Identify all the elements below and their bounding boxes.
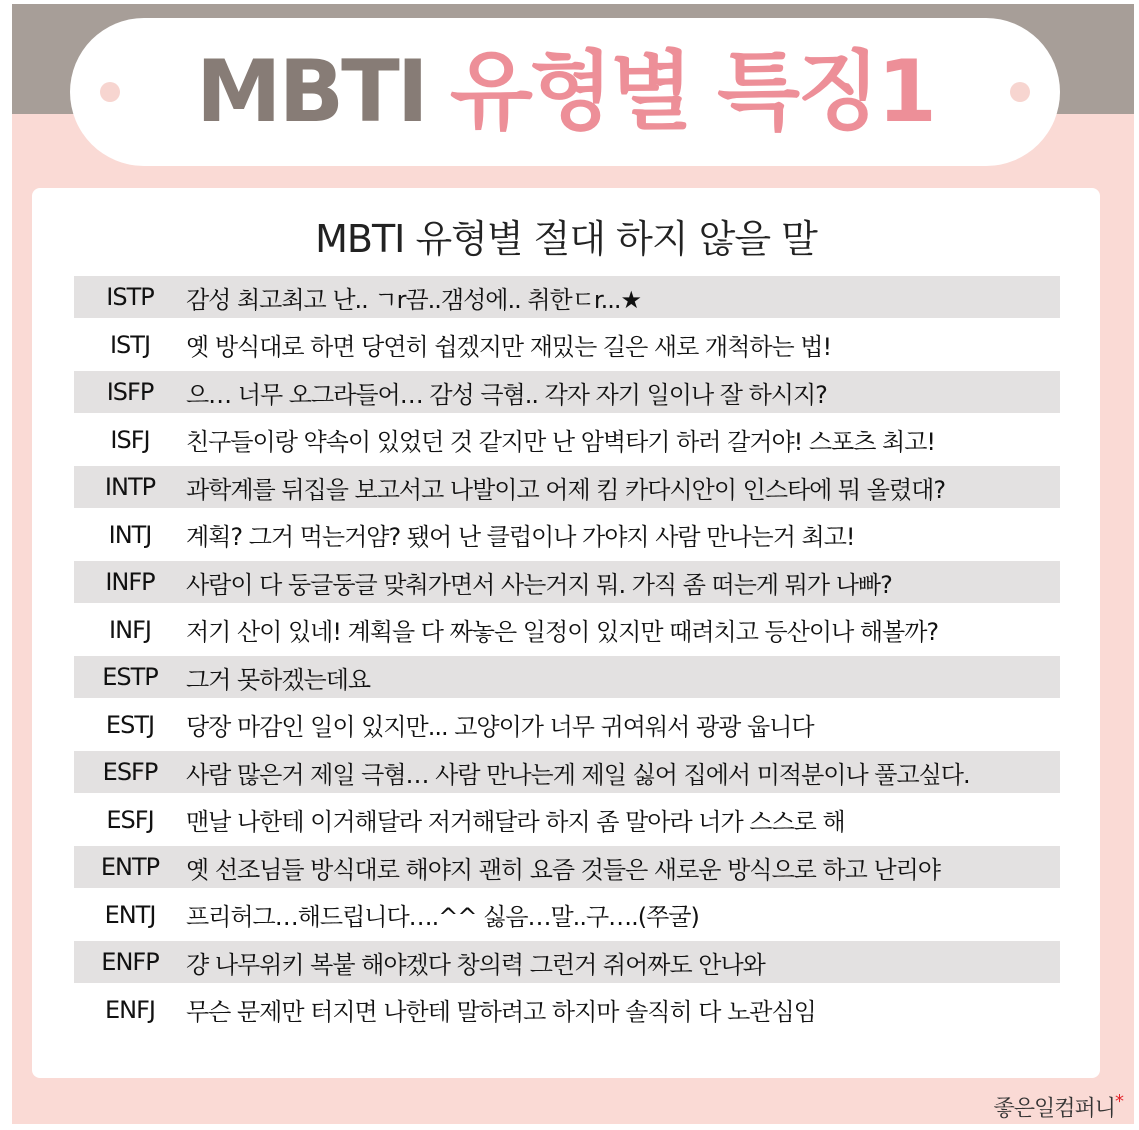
type-quote: 으… 너무 오그라들어… 감성 극혐.. 각자 자기 일이나 잘 하시지? [186, 380, 827, 409]
list-item [74, 894, 1060, 936]
type-code: ESFJ [106, 805, 154, 834]
content-card [32, 188, 1100, 1078]
type-quote: 옛 선조님들 방식대로 해야지 괜히 요즘 것들은 새로운 방식으로 하고 난리야 [186, 855, 940, 884]
list-item [74, 371, 1060, 413]
list-item [74, 941, 1060, 983]
banner-dot-right [1010, 82, 1030, 102]
type-code: ENFP [101, 948, 159, 976]
type-code: ESTP [102, 663, 158, 691]
title-rest: 유형별 특징1 [449, 42, 934, 142]
type-code: ISTJ [109, 330, 151, 359]
type-quote: 친구들이랑 약속이 있었던 것 같지만 난 암벽타기 하러 갈거야! 스포츠 최고! [186, 428, 936, 456]
type-list [74, 276, 1060, 1036]
type-code: ENFJ [105, 995, 155, 1024]
star-icon: * [1115, 1090, 1123, 1112]
title-banner [70, 18, 1060, 166]
type-code: INFP [105, 568, 155, 596]
type-quote: 사람 많은거 제일 극혐… 사람 만나는게 제일 싫어 집에서 미적분이나 풀고싶다. [186, 760, 970, 789]
list-item [74, 324, 1060, 366]
list-item [74, 561, 1060, 603]
card-subtitle: MBTI 유형별 절대 하지 않을 말 [315, 217, 817, 261]
type-code: ESTJ [105, 710, 155, 739]
title-mbti: MBTI [196, 42, 426, 142]
type-code: INTP [104, 473, 156, 501]
list-item [74, 799, 1060, 841]
list-item [74, 846, 1060, 888]
type-quote: 그거 못하겠는데요 [186, 665, 371, 694]
type-code: INTJ [108, 520, 152, 549]
type-code: ISTP [106, 283, 154, 311]
type-quote: 과학계를 뒤집을 보고서고 나발이고 어제 킴 카다시안이 인스타에 뭐 올렸대? [186, 475, 946, 504]
type-code: ENTP [100, 853, 160, 881]
type-quote: 감성 최고최고 난.. ㄱr끔..갬성에.. 취한ㄷr...★ [186, 285, 641, 314]
list-item [74, 276, 1060, 318]
type-code: ENTJ [104, 900, 156, 929]
type-quote: 프리허그…해드립니다….^^ 싫음…말..구….(쭈굴) [186, 903, 699, 931]
list-item [74, 514, 1060, 556]
type-quote: 무슨 문제만 터지면 나한테 말하려고 하지마 솔직히 다 노관심임 [186, 998, 816, 1026]
type-quote: 옛 방식대로 하면 당연히 쉽겠지만 재밌는 길은 새로 개척하는 법! [186, 333, 832, 361]
list-item [74, 704, 1060, 746]
brand-label [993, 1091, 1123, 1122]
type-code: ISFP [106, 378, 154, 406]
type-quote: 맨날 나한테 이거해달라 저거해달라 하지 좀 말아라 너가 스스로 해 [186, 808, 845, 836]
list-item [74, 419, 1060, 461]
type-quote: 사람이 다 둥글둥글 맞춰가면서 사는거지 뭐. 가직 좀 떠는게 뭐가 나빠? [186, 570, 892, 599]
list-item [74, 989, 1060, 1031]
type-code: INFJ [109, 615, 151, 644]
page-title [196, 42, 934, 142]
brand-text: 좋은일컴퍼니 [993, 1096, 1115, 1121]
list-item [74, 751, 1060, 793]
banner-dot-left [100, 82, 120, 102]
list-item [74, 609, 1060, 651]
type-quote: 저기 산이 있네! 계획을 다 짜놓은 일정이 있지만 때려치고 등산이나 해볼까? [186, 618, 939, 646]
list-item [74, 656, 1060, 698]
type-code: ISFJ [110, 425, 150, 454]
list-item [74, 466, 1060, 508]
type-quote: 계획? 그거 먹는거얌? 됐어 난 클럽이나 가야지 사람 만나는거 최고! [186, 523, 855, 551]
type-code: ESFP [102, 758, 158, 786]
type-quote: 당장 마감인 일이 있지만... 고양이가 너무 귀여워서 광광 웁니다 [186, 713, 814, 741]
type-quote: 걍 나무위키 복붙 해야겠다 창의력 그런거 쥐어짜도 안나와 [186, 950, 765, 979]
